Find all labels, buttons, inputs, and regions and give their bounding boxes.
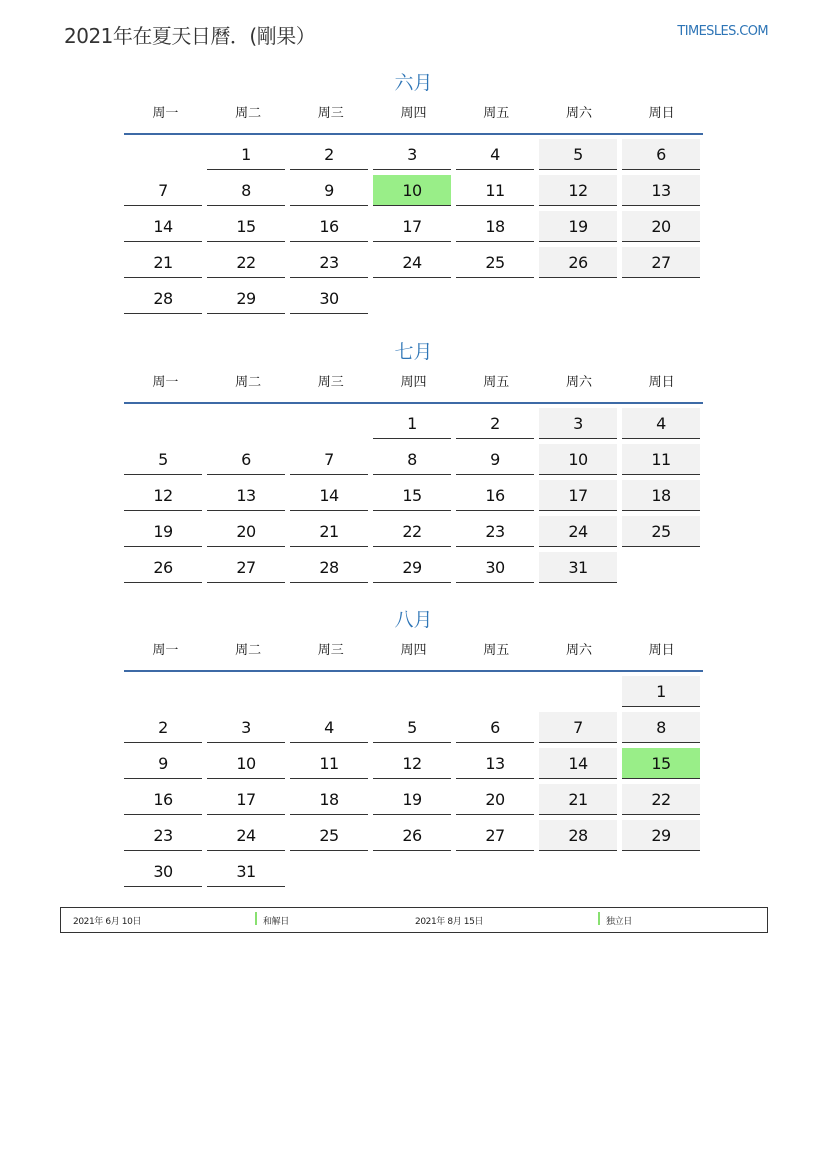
empty-day-cell <box>290 676 368 707</box>
day-cell: 27 <box>207 552 285 583</box>
empty-day-cell <box>539 856 617 887</box>
day-cell: 1 <box>373 408 451 439</box>
day-cell: 19 <box>373 784 451 815</box>
day-cell: 25 <box>622 516 700 547</box>
day-cell: 2 <box>290 139 368 170</box>
day-cell: 23 <box>124 820 202 851</box>
day-cell: 22 <box>207 247 285 278</box>
empty-day-cell <box>207 408 285 439</box>
weekday-label: 周二 <box>235 106 262 121</box>
day-cell: 10 <box>207 748 285 779</box>
week-row <box>124 480 703 516</box>
weekday-label: 周一 <box>152 643 179 658</box>
day-cell: 11 <box>456 175 534 206</box>
day-cell: 1 <box>622 676 700 707</box>
empty-day-cell <box>373 856 451 887</box>
legend-marker-2 <box>598 912 600 925</box>
day-cell: 11 <box>622 444 700 475</box>
legend-name-2: 独立日 <box>606 917 632 927</box>
day-cell: 28 <box>124 283 202 314</box>
day-cell: 19 <box>539 211 617 242</box>
day-cell: 2 <box>456 408 534 439</box>
day-cell: 25 <box>456 247 534 278</box>
day-cell: 16 <box>456 480 534 511</box>
weekday-label: 周一 <box>152 375 179 390</box>
day-cell: 18 <box>456 211 534 242</box>
day-cell: 30 <box>124 856 202 887</box>
day-cell: 25 <box>290 820 368 851</box>
week-row <box>124 784 703 820</box>
day-cell: 14 <box>539 748 617 779</box>
day-cell: 15 <box>207 211 285 242</box>
day-cell: 14 <box>124 211 202 242</box>
day-cell: 24 <box>539 516 617 547</box>
week-row <box>124 247 703 283</box>
day-cell: 23 <box>290 247 368 278</box>
empty-day-cell <box>456 283 534 314</box>
day-cell: 10 <box>539 444 617 475</box>
week-row <box>124 139 703 175</box>
empty-day-cell <box>373 676 451 707</box>
empty-day-cell <box>124 139 202 170</box>
day-cell: 28 <box>290 552 368 583</box>
day-cell: 20 <box>622 211 700 242</box>
day-cell: 27 <box>622 247 700 278</box>
day-cell: 19 <box>124 516 202 547</box>
day-cell: 31 <box>539 552 617 583</box>
day-cell: 27 <box>456 820 534 851</box>
day-cell: 14 <box>290 480 368 511</box>
legend-date-1: 2021年 6月 10日 <box>73 917 142 927</box>
day-cell: 18 <box>622 480 700 511</box>
month-title: 八月 <box>394 609 433 631</box>
day-cell: 4 <box>622 408 700 439</box>
day-cell: 13 <box>207 480 285 511</box>
day-cell: 9 <box>456 444 534 475</box>
empty-day-cell <box>373 283 451 314</box>
day-cell: 22 <box>622 784 700 815</box>
day-cell: 7 <box>539 712 617 743</box>
weekday-label: 周二 <box>235 375 262 390</box>
day-cell: 17 <box>539 480 617 511</box>
legend-name-1: 和解日 <box>263 917 289 927</box>
day-cell: 17 <box>207 784 285 815</box>
holiday-legend <box>60 907 768 933</box>
weekday-header-row <box>124 369 703 404</box>
empty-day-cell <box>124 676 202 707</box>
day-cell: 9 <box>290 175 368 206</box>
weekday-label: 周一 <box>152 106 179 121</box>
weekday-label: 周四 <box>400 643 427 658</box>
week-row <box>124 175 703 211</box>
day-cell: 29 <box>373 552 451 583</box>
day-cell: 29 <box>622 820 700 851</box>
weekday-header-row <box>124 100 703 135</box>
week-row <box>124 516 703 552</box>
holiday-day-cell: 15 <box>622 748 700 779</box>
weekday-label: 周四 <box>400 375 427 390</box>
day-cell: 24 <box>373 247 451 278</box>
empty-day-cell <box>207 676 285 707</box>
day-cell: 30 <box>290 283 368 314</box>
week-row <box>124 676 703 712</box>
day-cell: 12 <box>539 175 617 206</box>
day-cell: 8 <box>373 444 451 475</box>
empty-day-cell <box>290 856 368 887</box>
day-cell: 26 <box>373 820 451 851</box>
month-title: 六月 <box>394 72 433 94</box>
week-row <box>124 283 703 319</box>
day-cell: 17 <box>373 211 451 242</box>
site-link[interactable]: TIMESLES.COM <box>677 24 768 39</box>
weekday-label: 周六 <box>565 106 592 121</box>
weekday-label: 周三 <box>317 106 344 121</box>
week-row <box>124 408 703 444</box>
empty-day-cell <box>456 856 534 887</box>
week-row <box>124 444 703 480</box>
empty-day-cell <box>622 283 700 314</box>
day-cell: 29 <box>207 283 285 314</box>
empty-day-cell <box>622 856 700 887</box>
empty-day-cell <box>290 408 368 439</box>
day-cell: 3 <box>207 712 285 743</box>
month-block <box>124 603 703 892</box>
day-cell: 12 <box>124 480 202 511</box>
day-cell: 3 <box>373 139 451 170</box>
day-cell: 3 <box>539 408 617 439</box>
weekday-label: 周五 <box>483 106 510 121</box>
day-cell: 20 <box>207 516 285 547</box>
empty-day-cell <box>622 552 700 583</box>
day-cell: 11 <box>290 748 368 779</box>
weekday-label: 周五 <box>483 375 510 390</box>
day-cell: 4 <box>456 139 534 170</box>
day-cell: 26 <box>539 247 617 278</box>
day-cell: 8 <box>622 712 700 743</box>
day-cell: 5 <box>539 139 617 170</box>
week-row <box>124 712 703 748</box>
day-cell: 6 <box>622 139 700 170</box>
empty-day-cell <box>539 283 617 314</box>
day-cell: 28 <box>539 820 617 851</box>
day-cell: 2 <box>124 712 202 743</box>
day-cell: 12 <box>373 748 451 779</box>
holiday-day-cell: 10 <box>373 175 451 206</box>
day-cell: 18 <box>290 784 368 815</box>
page-title: 2021年在夏天日曆．(剛果） <box>64 24 316 48</box>
month-title: 七月 <box>394 341 433 363</box>
weekday-label: 周日 <box>648 375 675 390</box>
day-cell: 22 <box>373 516 451 547</box>
weekday-label: 周日 <box>648 643 675 658</box>
day-cell: 23 <box>456 516 534 547</box>
day-cell: 16 <box>124 784 202 815</box>
empty-day-cell <box>124 408 202 439</box>
weekday-label: 周二 <box>235 643 262 658</box>
day-cell: 7 <box>124 175 202 206</box>
day-cell: 8 <box>207 175 285 206</box>
day-cell: 15 <box>373 480 451 511</box>
weekday-label: 周五 <box>483 643 510 658</box>
week-row <box>124 820 703 856</box>
weekday-label: 周三 <box>317 375 344 390</box>
day-cell: 21 <box>290 516 368 547</box>
day-cell: 5 <box>373 712 451 743</box>
weekday-header-row <box>124 637 703 672</box>
week-row <box>124 856 703 892</box>
day-cell: 30 <box>456 552 534 583</box>
day-cell: 5 <box>124 444 202 475</box>
weekday-label: 周六 <box>565 375 592 390</box>
legend-marker-1 <box>255 912 257 925</box>
weekday-label: 周三 <box>317 643 344 658</box>
empty-day-cell <box>539 676 617 707</box>
day-cell: 6 <box>207 444 285 475</box>
week-row <box>124 211 703 247</box>
week-row <box>124 748 703 784</box>
day-cell: 1 <box>207 139 285 170</box>
weekday-label: 周六 <box>565 643 592 658</box>
day-cell: 16 <box>290 211 368 242</box>
month-block <box>124 66 703 319</box>
legend-date-2: 2021年 8月 15日 <box>415 917 484 927</box>
empty-day-cell <box>456 676 534 707</box>
day-cell: 31 <box>207 856 285 887</box>
month-block <box>124 335 703 588</box>
weekday-label: 周四 <box>400 106 427 121</box>
day-cell: 4 <box>290 712 368 743</box>
day-cell: 26 <box>124 552 202 583</box>
day-cell: 9 <box>124 748 202 779</box>
day-cell: 20 <box>456 784 534 815</box>
weekday-label: 周日 <box>648 106 675 121</box>
day-cell: 7 <box>290 444 368 475</box>
day-cell: 6 <box>456 712 534 743</box>
week-row <box>124 552 703 588</box>
day-cell: 21 <box>124 247 202 278</box>
day-cell: 13 <box>622 175 700 206</box>
day-cell: 21 <box>539 784 617 815</box>
day-cell: 13 <box>456 748 534 779</box>
day-cell: 24 <box>207 820 285 851</box>
